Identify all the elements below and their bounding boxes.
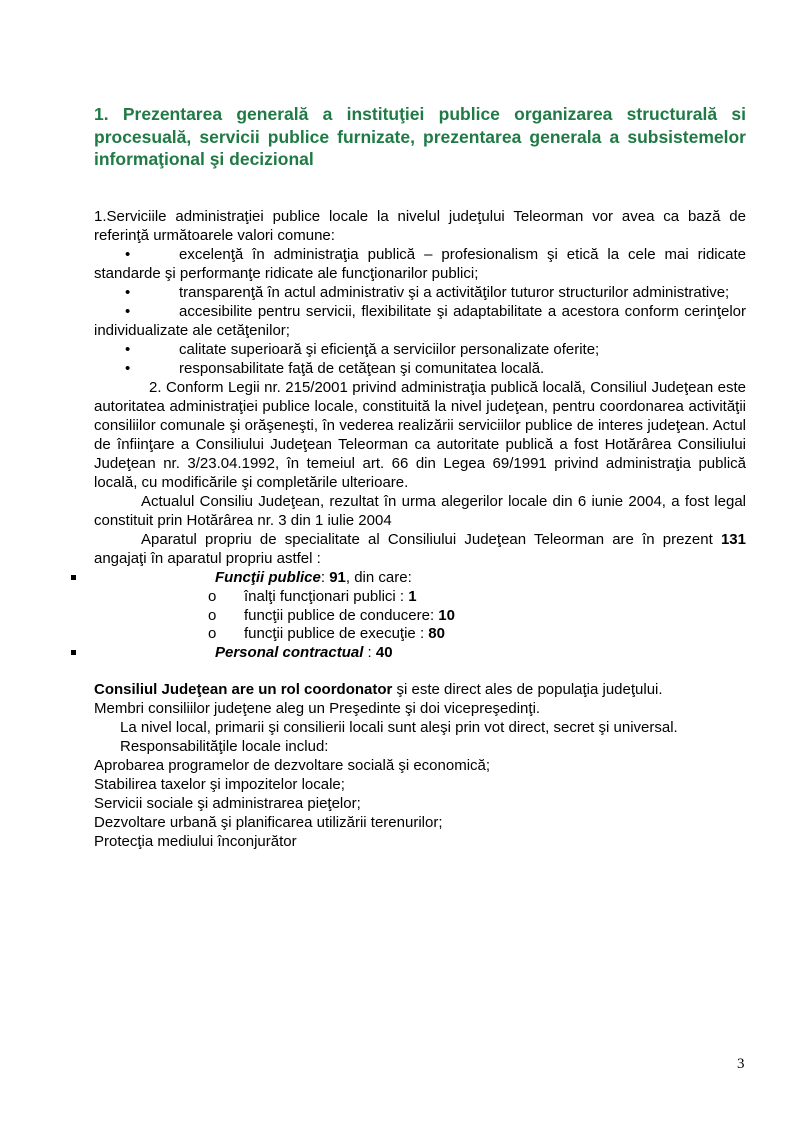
circle-bullet-icon: o bbox=[208, 625, 217, 642]
list-item: Stabilirea taxelor şi impozitelor locale; bbox=[94, 775, 345, 793]
council-president-line: Membri consiliilor judeţene aleg un Preşedinte şi doi vicepreşedinţi. bbox=[94, 699, 541, 717]
list-item bbox=[94, 359, 746, 378]
intro-paragraph: 1.Serviciile administraţiei publice locale la nivelul judeţului Teleorman vor avea ca bază de referinţă următoarele valori comune: bbox=[94, 208, 746, 244]
list-item bbox=[94, 283, 746, 302]
list-item bbox=[94, 624, 746, 643]
list-item: Dezvoltare urbană şi planificarea utilizării terenurilor; bbox=[94, 813, 443, 831]
document-body bbox=[94, 207, 746, 851]
public-functions-label: Funcţii publice bbox=[215, 569, 321, 586]
bullet-icon: • bbox=[125, 341, 131, 358]
council-role-rest: şi este direct ales de populaţia judeţului. bbox=[392, 680, 663, 698]
circle-bullet-icon: o bbox=[208, 606, 217, 624]
contract-staff-line bbox=[215, 643, 393, 662]
contract-staff-count: 40 bbox=[375, 643, 393, 661]
section-heading: 1. Prezentarea generală a instituţiei publice organizarea structurală si procesuală, servicii publice furnizate, prezentarea generala a subsistemelor informaţional şi decizional bbox=[94, 104, 746, 169]
list-item bbox=[94, 568, 746, 587]
list-item bbox=[94, 245, 746, 283]
contract-staff-label: Personal contractual bbox=[215, 643, 364, 661]
staff-paragraph bbox=[94, 530, 746, 568]
square-bullet-icon bbox=[71, 575, 76, 580]
list-item-text: transparenţă în actul administrativ şi a activităţilor tuturor structurilor administrative; bbox=[179, 284, 730, 301]
list-item bbox=[94, 643, 746, 662]
square-bullet-icon bbox=[71, 650, 76, 655]
list-item-text: excelenţă în administraţia publică – profesionalism şi etică la cele mai ridicate standarde şi performanţe ridicate ale funcţionarilor publici; bbox=[94, 246, 746, 282]
spacer bbox=[94, 662, 746, 680]
sub-item-text: funcţii publice de conducere: 10 bbox=[244, 606, 455, 624]
public-functions-line bbox=[215, 568, 412, 587]
council-role-line bbox=[94, 680, 746, 699]
list-item: Aprobarea programelor de dezvoltare socială şi economică; bbox=[94, 756, 491, 774]
list-item-text: responsabilitate faţă de cetăţean şi comunitatea locală. bbox=[179, 360, 545, 377]
list-item bbox=[94, 302, 746, 340]
public-functions-count: 91 bbox=[329, 569, 346, 586]
bullet-icon: • bbox=[125, 360, 131, 377]
list-item-text: accesibilite pentru servicii, flexibilitate şi adaptabilitate a acestora conform cerinţelor individualizate ale cetăţenilor; bbox=[94, 303, 746, 339]
list-item: Protecţia mediului înconjurător bbox=[94, 832, 297, 850]
list-item: Servicii sociale şi administrarea pieţelor; bbox=[94, 794, 361, 812]
local-election-line: La nivel local, primarii şi consilierii locali sunt aleşi prin vot direct, secret şi universal. bbox=[120, 718, 678, 736]
list-item bbox=[94, 340, 746, 359]
council-role-lead: Consiliul Judeţean are un rol coordonator bbox=[94, 680, 393, 698]
staff-count: 131 bbox=[720, 531, 746, 548]
sub-item-text: înalţi funcţionari publici : 1 bbox=[244, 588, 417, 605]
staff-text-rest: angajaţi în aparatul propriu astfel : bbox=[94, 550, 321, 567]
contract-staff-sep: : bbox=[363, 643, 376, 661]
list-item bbox=[94, 606, 746, 625]
page-number: 3 bbox=[737, 1056, 745, 1072]
list-item bbox=[94, 587, 746, 606]
law-paragraph: 2. Conform Legii nr. 215/2001 privind administraţia publică locală, Consiliul Judeţean este autoritatea administraţiei publice locale, constituită la nivel judeţean, pentru coordonarea activităţii consiliilor comunale şi orăşeneşti, în vederea realizării serviciilor publice de interes judeţean. Actul de înfiinţare a Consiliului Judeţean Teleorman ca autoritate publică a fost Hotărârea Consiliului Judeţean nr. 3/23.04.1992, în temeiul art. 66 din Legea 69/1991 privind administraţia publică locală, cu modificările şi completările ulterioare. bbox=[94, 379, 746, 491]
staff-text: Aparatul propriu de specialitate al Consiliului Judeţean Teleorman are în prezent bbox=[141, 531, 721, 548]
public-functions-sep: : bbox=[320, 569, 330, 586]
public-functions-rest: , din care: bbox=[345, 569, 412, 586]
responsibilities-heading: Responsabilităţile locale includ: bbox=[120, 737, 329, 755]
bullet-icon: • bbox=[125, 284, 131, 301]
council-constitution-paragraph: Actualul Consiliu Judeţean, rezultat în urma alegerilor locale din 6 iunie 2004, a fost legal constituit prin Hotărârea nr. 3 din 1 iulie 2004 bbox=[94, 493, 746, 529]
list-item-text: calitate superioară şi eficienţă a serviciilor personalizate oferite; bbox=[179, 341, 600, 358]
circle-bullet-icon: o bbox=[208, 588, 217, 605]
bullet-icon: • bbox=[125, 246, 131, 263]
sub-item-text: funcţii publice de execuţie : 80 bbox=[244, 625, 445, 642]
bullet-icon: • bbox=[125, 303, 131, 320]
